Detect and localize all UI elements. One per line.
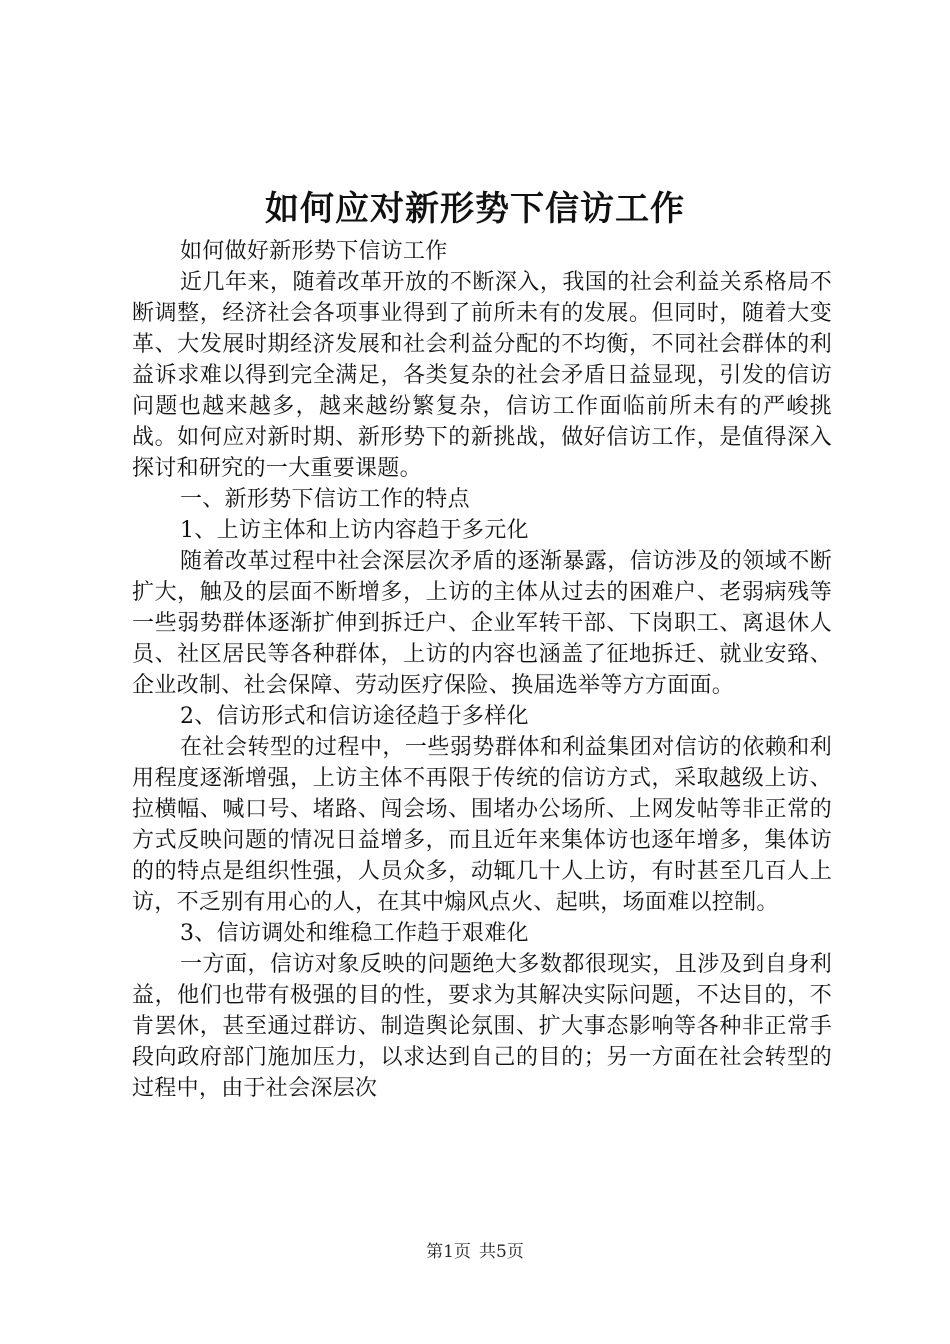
body-paragraph-1: 随着改革过程中社会深层次矛盾的逐渐暴露，信访涉及的领域不断扩大，触及的层面不断增多，上访的主体从过去的困难户、老弱病残等一些弱势群体逐渐扩伸到拆迁户、企业军转干部、下岗职工、离退休人员、社区居民等各种群体，上访的内容也涵盖了征地拆迁、就业安臵、企业改制、社会保障、劳动医疗保险、换届选举等方方面面。 <box>132 549 832 698</box>
page-footer <box>0 1240 950 1264</box>
section-heading-1: 一、新形势下信访工作的特点 <box>180 487 470 512</box>
intro-paragraph: 近几年来，随着改革开放的不断深入，我国的社会利益关系格局不断调整，经济社会各项事业得到了前所未有的发展。但同时，随着大变革、大发展时期经济发展和社会利益分配的不均衡，不同社会群体的利益诉求难以得到完全满足，各类复杂的社会矛盾日益显现，引发的信访问题也越来越多，越来越纷繁复杂，信访工作面临前所未有的严峻挑战。如何应对新时期、新形势下的新挑战，做好信访工作，是值得深入探讨和研究的一大重要课题。 <box>132 270 832 481</box>
subtitle-paragraph: 如何做好新形势下信访工作 <box>180 239 448 264</box>
page-total: 共5页 <box>479 1242 524 1262</box>
subheading-3: 3、信访调处和维稳工作趋于艰难化 <box>180 921 529 946</box>
body-paragraph-2: 在社会转型的过程中，一些弱势群体和利益集团对信访的依赖和利用程度逐渐增强，上访主体不再限于传统的信访方式，采取越级上访、拉横幅、喊口号、堵路、闯会场、围堵办公场所、上网发帖等非正常的方式反映问题的情况日益增多，而且近年来集体访也逐年增多，集体访的的特点是组织性强，人员众多，动辄几十人上访，有时甚至几百人上访，不乏别有用心的人，在其中煽风点火、起哄，场面难以控制。 <box>132 735 832 915</box>
page-number: 第1页 <box>426 1242 471 1262</box>
body-paragraph-3: 一方面，信访对象反映的问题绝大多数都很现实，且涉及到自身利益，他们也带有极强的目的性，要求为其解决实际问题，不达目的，不肯罢休，甚至通过群访、制造舆论氛围、扩大事态影响等各种非正常手段向政府部门施加压力，以求达到自己的目的；另一方面在社会转型的过程中，由于社会深层次 <box>132 952 832 1101</box>
document-title: 如何应对新形势下信访工作 <box>265 189 685 229</box>
subheading-1: 1、上访主体和上访内容趋于多元化 <box>180 518 529 543</box>
subheading-2: 2、信访形式和信访途径趋于多样化 <box>180 704 529 729</box>
document-body <box>132 236 832 1104</box>
